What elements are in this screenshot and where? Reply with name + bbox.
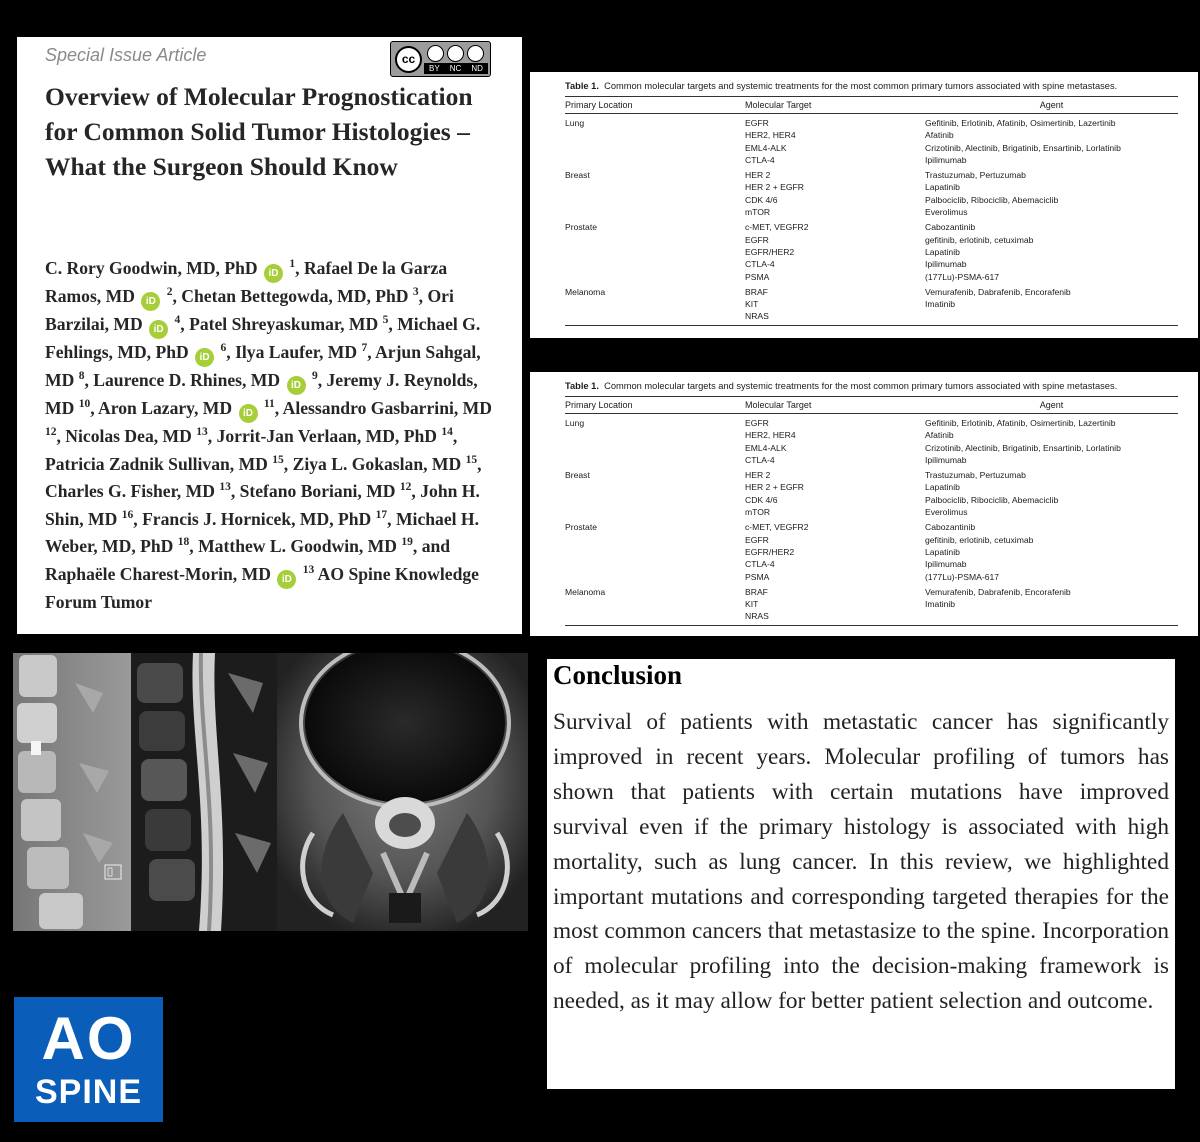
author-name[interactable]: Ori Barzilai, MD [45,286,454,334]
author-name[interactable]: Francis J. Hornicek, MD, PhD [142,508,372,529]
table-row [565,234,1178,246]
molecular-target-cell: CTLA-4 [745,559,775,570]
conclusion-heading: Conclusion [553,660,683,690]
affiliation-number: 14 [441,426,453,439]
author-name[interactable]: Nicolas Dea, MD [65,426,192,446]
author-name[interactable]: Raphaële Charest-Morin, MD [45,563,271,584]
primary-location-cell: Prostate [565,222,598,233]
molecular-target-cell: c-MET, VEGFR2 [745,522,809,533]
orcid-icon[interactable]: iD [195,348,214,367]
orcid-icon[interactable]: iD [277,570,296,589]
primary-location-cell [565,246,745,258]
primary-location-cell [565,534,745,546]
primary-location-cell: Breast [565,470,590,481]
agent-cell [925,310,1178,325]
cc-term-label: BY [429,64,440,73]
molecular-target-cell: KIT [745,599,759,610]
author-name[interactable]: Ziya L. Gokaslan, MD [292,453,462,474]
cc-term-label: NC [449,64,462,73]
molecular-target-cell: HER2, HER4 [745,430,796,441]
cc-term-label: ND [471,64,483,73]
column-header-target: Molecular Target [745,97,925,114]
author-name[interactable]: Patricia Zadnik Sullivan, MD [45,453,268,474]
table-row [565,610,1178,625]
table-row [565,546,1178,558]
molecular-targets-table [565,396,1178,626]
table-row [565,166,1178,181]
affiliation-number: 15 [272,453,284,466]
molecular-target-cell: BRAF [745,586,768,597]
conclusion-panel [547,659,1175,1089]
molecular-target-cell: CTLA-4 [745,454,775,465]
agent-cell: gefitinib, erlotinib, cetuximab [925,234,1034,245]
primary-location-cell [565,454,745,466]
table-row [565,246,1178,258]
author-name[interactable]: John H. Shin, MD [45,481,480,529]
author-name[interactable]: Arjun Sahgal, MD [45,342,481,390]
author-name[interactable]: Laurence D. Rhines, MD [93,370,281,390]
molecular-target-cell: EML4-ALK [745,142,787,153]
molecular-target-cell: mTOR [745,207,771,218]
molecular-target-cell: PSMA [745,571,770,582]
primary-location-cell [565,271,745,283]
table-row [565,429,1178,441]
column-header-location: Primary Location [565,397,745,414]
molecular-target-cell: c-MET, VEGFR2 [745,222,809,233]
agent-cell: Vemurafenib, Dabrafenib, Encorafenib [925,586,1071,597]
author-name[interactable]: Charles G. Fisher, MD [45,481,215,502]
table-row [565,271,1178,283]
primary-location-cell [565,206,745,218]
agent-cell [925,610,1178,625]
molecular-target-cell: KIT [745,299,759,310]
article-title: Overview of Molecular Prognostication for Common Solid Tumor Histologies – What the Surgeon Should Know [45,82,473,181]
agent-cell: Ipilimumab [925,259,967,270]
author-name[interactable]: Michael G. Fehlings, MD, PhD [45,314,481,362]
article-title-panel [17,37,522,634]
table-row [565,283,1178,298]
agent-cell: (177Lu)-PSMA-617 [925,271,1000,282]
affiliation-number: 15 [465,453,478,466]
table-row [565,571,1178,583]
table-row [565,298,1178,310]
ao-logo-text: AO [41,1005,136,1072]
affiliation-number: 8 [78,370,85,383]
primary-location-cell: Lung [565,118,585,128]
primary-location-cell [565,129,745,141]
column-header-location: Primary Location [565,97,745,114]
agent-cell: Gefitinib, Erlotinib, Afatinib, Osimertinib, Lazertinib [925,418,1116,428]
agent-cell: Crizotinib, Alectinib, Brigatinib, Ensartinib, Lorlatinib [925,142,1121,153]
author-name[interactable]: Alessandro Gasbarrini, MD [282,398,492,418]
agent-cell: Cabozantinib [925,222,976,233]
affiliation-number: 19 [401,536,413,549]
molecular-target-cell: EGFR [745,118,769,128]
affiliation-number: 9 [311,370,318,383]
table-row [565,142,1178,154]
table-row [565,258,1178,270]
noncommercial-icon [447,45,464,62]
mri-sagittal-image [131,653,277,931]
affiliation-number: 7 [361,342,368,355]
author-name[interactable]: Ilya Laufer, MD [235,342,358,362]
affiliation-number: 12 [399,481,412,494]
molecular-target-cell: EGFR/HER2 [745,546,795,557]
primary-location-cell [565,298,745,310]
molecular-target-cell: CDK 4/6 [745,194,778,205]
author-name[interactable]: Rafael De la Garza Ramos, MD [45,258,448,306]
column-header-agent: Agent [925,97,1178,114]
affiliation-number: 13 [196,426,208,439]
table-row [565,194,1178,206]
molecular-target-cell: NRAS [745,610,925,625]
table-row [565,583,1178,598]
primary-location-cell [565,258,745,270]
orcid-icon[interactable]: iD [264,264,283,283]
agent-cell: Lapatinib [925,182,960,193]
agent-cell: Afatinib [925,130,954,141]
table-row [565,534,1178,546]
primary-location-cell [565,610,745,625]
primary-location-cell [565,154,745,166]
spine-mri-images [13,653,528,931]
author-name[interactable]: Matthew L. Goodwin, MD [198,536,397,557]
primary-location-cell [565,598,745,610]
table-row [565,129,1178,141]
table-row [565,494,1178,506]
table-row [565,114,1178,130]
table-caption: Table 1. Common molecular targets and systemic treatments for the most common primary tumors associated with spine metastases. [565,381,1118,391]
affiliation-number: 12 [45,426,57,439]
ct-sagittal-image [13,653,131,931]
cc-terms [424,63,488,74]
affiliation-number: 2 [166,286,173,299]
molecular-targets-table-panel [530,72,1198,338]
cc-icon: cc [395,46,422,73]
primary-location-cell [565,481,745,493]
primary-location-cell [565,558,745,570]
primary-location-cell [565,194,745,206]
attribution-icon [427,45,444,62]
primary-location-cell [565,429,745,441]
molecular-target-cell: PSMA [745,271,770,282]
agent-cell: Palbociclib, Ribociclib, Abemaciclib [925,494,1059,505]
table-row [565,206,1178,218]
agent-cell: Ipilimumab [925,154,967,165]
primary-location-cell: Prostate [565,522,598,533]
primary-location-cell [565,494,745,506]
molecular-target-cell: mTOR [745,507,771,518]
molecular-target-cell: CDK 4/6 [745,494,778,505]
conclusion-text: Survival of patients with metastatic cancer has significantly improved in recent years. Molecular profiling of tumors has shown that patients with certain mutations have improved survival even if the primary histology is associated with high mortality, such as lung cancer. In this review, we highlighted important mutations and corresponding targeted therapies for the most common cancers that metastasize to the spine. Incorporation of molecular profiling into the decision-making framework is needed, as it may allow for better patient selection and outcome. [553,709,1169,1015]
molecular-target-cell: EGFR/HER2 [745,246,795,257]
table-row [565,154,1178,166]
author-name[interactable]: C. Rory Goodwin, MD, PhD [45,258,258,278]
noderivatives-icon [467,45,484,62]
agent-cell: Everolimus [925,507,968,518]
mri-axial-image [277,653,528,931]
primary-location-cell: Melanoma [565,286,606,297]
table-row [565,310,1178,325]
primary-location-cell [565,181,745,193]
author-name[interactable]: Jeremy J. Reynolds, MD [45,370,478,418]
spine-logo-text: SPINE [34,1073,143,1111]
affiliation-number: 13 [219,481,231,494]
agent-cell: Ipilimumab [925,454,967,465]
affiliation-number: 16 [121,508,134,521]
primary-location-cell: Lung [565,418,585,428]
agent-cell: Crizotinib, Alectinib, Brigatinib, Ensartinib, Lorlatinib [925,442,1121,453]
affiliation-number: 3 [412,286,419,299]
molecular-target-cell: CTLA-4 [745,154,775,165]
agent-cell: Vemurafenib, Dabrafenib, Encorafenib [925,286,1071,297]
author-name[interactable]: Michael H. Weber, MD, PhD [45,508,480,557]
column-header-target: Molecular Target [745,397,925,414]
molecular-target-cell: NRAS [745,310,925,325]
table-row [565,181,1178,193]
table-row [565,518,1178,533]
molecular-target-cell: EGFR [745,418,769,428]
orcid-icon[interactable]: iD [149,320,168,339]
author-group: AO Spine Knowledge Forum Tumor [45,563,479,612]
primary-location-cell [565,442,745,454]
table-row [565,466,1178,481]
table-row [565,558,1178,570]
molecular-target-cell: CTLA-4 [745,259,775,270]
affiliation-number: 1 [289,258,296,271]
primary-location-cell: Breast [565,170,590,181]
agent-cell: Gefitinib, Erlotinib, Afatinib, Osimertinib, Lazertinib [925,118,1116,128]
issue-label: Special Issue Article [45,45,207,65]
table-row [565,598,1178,610]
column-header-agent: Agent [925,397,1178,414]
agent-cell: Lapatinib [925,246,960,257]
primary-location-cell [565,310,745,325]
agent-cell: (177Lu)-PSMA-617 [925,571,1000,582]
agent-cell: Everolimus [925,207,968,218]
table-row [565,414,1178,430]
affiliation-number: 13 [302,564,315,577]
table-row [565,442,1178,454]
affiliation-number: 18 [177,536,190,549]
agent-cell: Palbociclib, Ribociclib, Abemaciclib [925,194,1059,205]
molecular-target-cell: EGFR [745,234,769,245]
agent-cell: Imatinib [925,599,956,610]
table-row [565,506,1178,518]
orcid-icon[interactable]: iD [239,404,258,423]
molecular-target-cell: EML4-ALK [745,442,787,453]
primary-location-cell [565,234,745,246]
author-list: C. Rory Goodwin, MD, PhD iD $^1$, Rafael De la Garza Ramos, MD iD $^2$, Chetan Bettegowda, MD, PhD $^3$, Ori Barzilai, MD iD $^4$, Patel Shreyaskumar, MD $^5$, Michael G. Fehlings, MD, PhD iD $^6$, Ilya Laufer, MD $^7$, Arjun Sahgal, MD $^8$, Laurence D. Rhines, MD iD $^9$, Jeremy J. Reynolds, MD $^{10}$, Aron Lazary, MD iD $^{11}$, Alessandro Gasbarrini, MD $^{12}$, Nicolas Dea, MD $^{13}$, Jorrit-Jan Verlaan, MD, PhD $^{14}$, Patricia Zadnik Sullivan, MD $^{15}$, Ziya L. Gokaslan, MD $^{15}$, Charles G. Fisher, MD $^{13}$, Stefano Boriani, MD $^{12}$, John H. Shin, MD $^{16}$, Francis J. Hornicek, MD, PhD $^{17}$, Michael H. Weber, MD, PhD $^{18}$, Matthew L. Goodwin, MD $^{19}$, and Raphaële Charest-Morin, MD iD $^{13}$ AO Spine Knowledge Forum Tumor [45,258,492,612]
molecular-targets-table-panel-copy [530,372,1198,636]
molecular-target-cell: HER2, HER4 [745,130,796,141]
ao-spine-logo [14,997,163,1122]
affiliation-number: 17 [375,508,388,521]
orcid-icon[interactable]: iD [287,376,306,395]
agent-cell: gefitinib, erlotinib, cetuximab [925,534,1034,545]
author-name[interactable]: Chetan Bettegowda, MD, PhD [181,286,409,306]
agent-cell: Ipilimumab [925,559,967,570]
affiliation-number: 6 [220,342,227,355]
molecular-target-cell: BRAF [745,286,768,297]
agent-cell: Cabozantinib [925,522,976,533]
table-row [565,218,1178,233]
author-name[interactable]: Jorrit-Jan Verlaan, MD, PhD [216,426,437,446]
molecular-target-cell: HER 2 [745,170,771,181]
molecular-targets-table [565,96,1178,326]
primary-location-cell [565,506,745,518]
affiliation-number: 10 [78,398,91,411]
cc-license-badge [390,41,491,77]
molecular-target-cell: EGFR [745,534,769,545]
affiliation-number: 11 [263,398,275,411]
author-name[interactable]: Aron Lazary, MD [98,398,233,418]
primary-location-cell [565,142,745,154]
agent-cell: Afatinib [925,430,954,441]
author-name[interactable]: Patel Shreyaskumar, MD [189,314,379,334]
agent-cell: Trastuzumab, Pertuzumab [925,170,1026,181]
table-row [565,481,1178,493]
author-name[interactable]: Stefano Boriani, MD [239,481,396,502]
agent-cell: Imatinib [925,299,956,310]
affiliation-number: 4 [174,314,181,327]
molecular-target-cell: HER 2 + EGFR [745,482,804,493]
table-row [565,454,1178,466]
agent-cell: Lapatinib [925,482,960,493]
agent-cell: Lapatinib [925,546,960,557]
molecular-target-cell: HER 2 [745,470,771,481]
agent-cell: Trastuzumab, Pertuzumab [925,470,1026,481]
orcid-icon[interactable]: iD [141,292,160,311]
primary-location-cell: Melanoma [565,586,606,597]
primary-location-cell [565,571,745,583]
molecular-target-cell: HER 2 + EGFR [745,182,804,193]
table-caption: Table 1. Common molecular targets and systemic treatments for the most common primary tumors associated with spine metastases. [565,81,1118,91]
primary-location-cell [565,546,745,558]
affiliation-number: 5 [382,314,389,327]
